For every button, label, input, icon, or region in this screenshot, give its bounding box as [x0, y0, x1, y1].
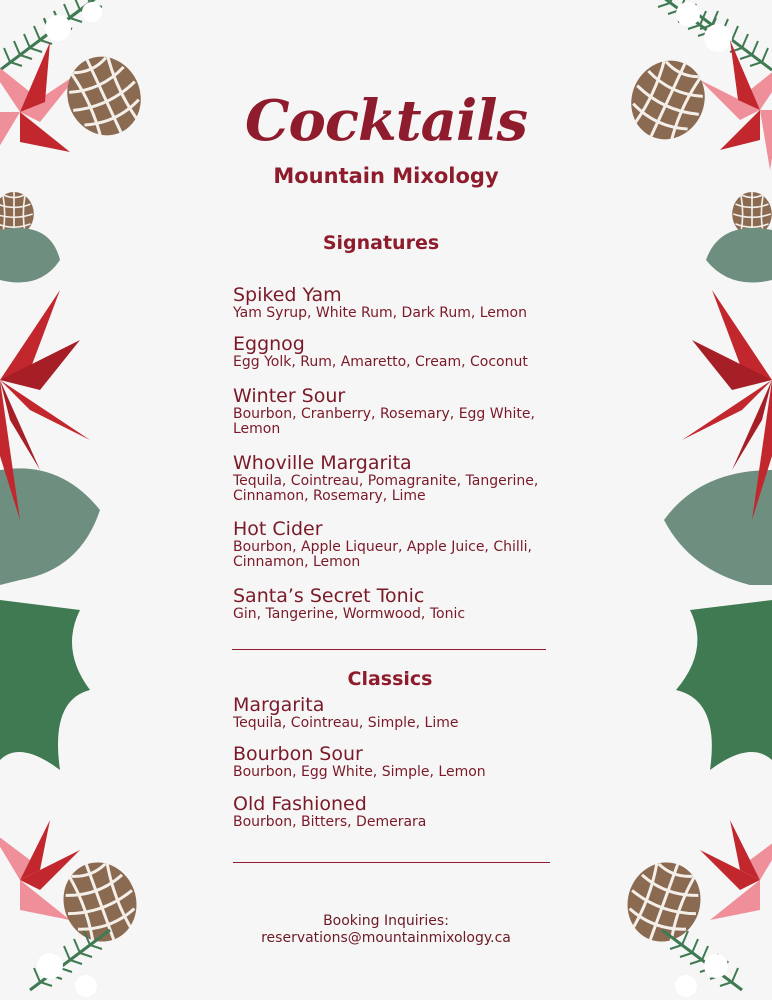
menu-title: Cocktails [244, 88, 528, 154]
menu-item [233, 793, 563, 830]
item-name: Hot Cider [233, 518, 323, 540]
classics-heading: Classics [347, 668, 433, 690]
menu-item [233, 743, 563, 780]
item-ingredients: Yam Syrup, White Rum, Dark Rum, Lemon [233, 305, 527, 321]
item-name: Old Fashioned [233, 793, 367, 815]
item-name: Eggnog [233, 333, 305, 355]
bottom-right-cluster [616, 820, 772, 997]
menu-item [233, 452, 563, 504]
item-name: Spiked Yam [233, 284, 342, 306]
booking-email-link[interactable]: reservations@mountainmixology.ca [261, 930, 511, 946]
item-name: Whoville Margarita [233, 452, 412, 474]
footer-divider [233, 862, 550, 863]
item-ingredients: Bourbon, Apple Liqueur, Apple Juice, Chilli, Cinnamon, Lemon [233, 539, 532, 570]
menu-item [233, 284, 563, 321]
item-ingredients: Tequila, Cointreau, Pomagranite, Tangerine, Cinnamon, Rosemary, Lime [233, 473, 539, 504]
signatures-heading: Signatures [322, 232, 440, 254]
item-ingredients: Egg Yolk, Rum, Amaretto, Cream, Coconut [233, 354, 528, 370]
item-ingredients: Bourbon, Cranberry, Rosemary, Egg White, Lemon [233, 406, 535, 437]
item-ingredients: Gin, Tangerine, Wormwood, Tonic [233, 606, 466, 622]
item-name: Winter Sour [233, 385, 346, 407]
section-divider [232, 649, 546, 650]
booking-footer [0, 913, 772, 947]
bottom-left-cluster [0, 820, 148, 997]
menu-item [233, 385, 563, 437]
left-side-cluster [0, 192, 100, 770]
menu-subtitle: Mountain Mixology [273, 164, 499, 188]
booking-label: Booking Inquiries: [323, 913, 449, 929]
item-ingredients: Bourbon, Bitters, Demerara [233, 814, 427, 830]
item-name: Bourbon Sour [233, 743, 363, 765]
right-side-cluster [664, 192, 772, 770]
menu-item [233, 694, 563, 731]
item-ingredients: Bourbon, Egg White, Simple, Lemon [233, 764, 486, 780]
item-name: Santa’s Secret Tonic [233, 585, 425, 607]
menu-item [233, 585, 563, 622]
item-ingredients: Tequila, Cointreau, Simple, Lime [233, 715, 459, 731]
item-name: Margarita [233, 694, 325, 716]
menu-item [233, 333, 563, 370]
menu-item [233, 518, 563, 570]
